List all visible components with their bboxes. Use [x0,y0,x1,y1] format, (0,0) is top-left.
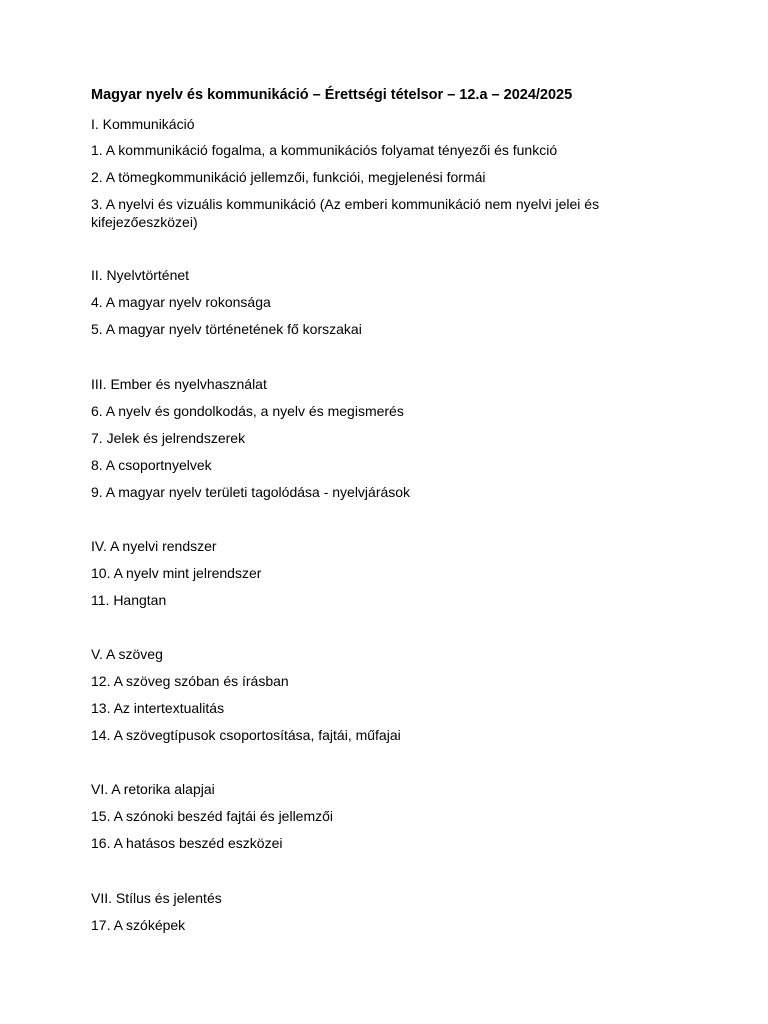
list-item: 13. Az intertextualitás [91,700,225,716]
list-item: 7. Jelek és jelrendszerek [91,430,246,446]
list-item: 6. A nyelv és gondolkodás, a nyelv és megismerés [91,403,404,419]
list-item: 14. A szövegtípusok csoportosítása, fajtái, műfajai [91,727,401,743]
section-heading-1: I. Kommunikáció [91,116,195,132]
list-item: 8. A csoportnyelvek [91,457,212,473]
list-item: 4. A magyar nyelv rokonsága [91,294,271,310]
list-item: 10. A nyelv mint jelrendszer [91,565,262,581]
list-item: 11. Hangtan [91,592,167,608]
list-item: 1. A kommunikáció fogalma, a kommunikációs folyamat tényezői és funkció [91,142,558,158]
list-item: 12. A szöveg szóban és írásban [91,673,289,689]
list-item: 17. A szóképek [91,917,186,933]
list-item: 5. A magyar nyelv történetének fő korszakai [91,321,362,337]
section-heading-2: II. Nyelvtörténet [91,267,190,283]
list-item: 2. A tömegkommunikáció jellemzői, funkciói, megjelenési formái [91,169,486,185]
list-item: 15. A szónoki beszéd fajtái és jellemzői [91,808,334,824]
section-heading-4: IV. A nyelvi rendszer [91,538,217,554]
document-title: Magyar nyelv és kommunikáció – Érettségi tételsor – 12.a – 2024/2025 [91,87,573,103]
list-item: 16. A hatásos beszéd eszközei [91,835,283,851]
section-heading-5: V. A szöveg [91,646,163,662]
section-heading-3: III. Ember és nyelvhasználat [91,376,267,392]
list-item: 3. A nyelvi és vizuális kommunikáció (Az emberi kommunikáció nem nyelvi jelei és kifejezőeszközei) [91,196,600,230]
section-heading-6: VI. A retorika alapjai [91,781,215,797]
list-item: 9. A magyar nyelv területi tagolódása - nyelvjárások [91,484,411,500]
section-heading-7: VII. Stílus és jelentés [91,890,222,906]
